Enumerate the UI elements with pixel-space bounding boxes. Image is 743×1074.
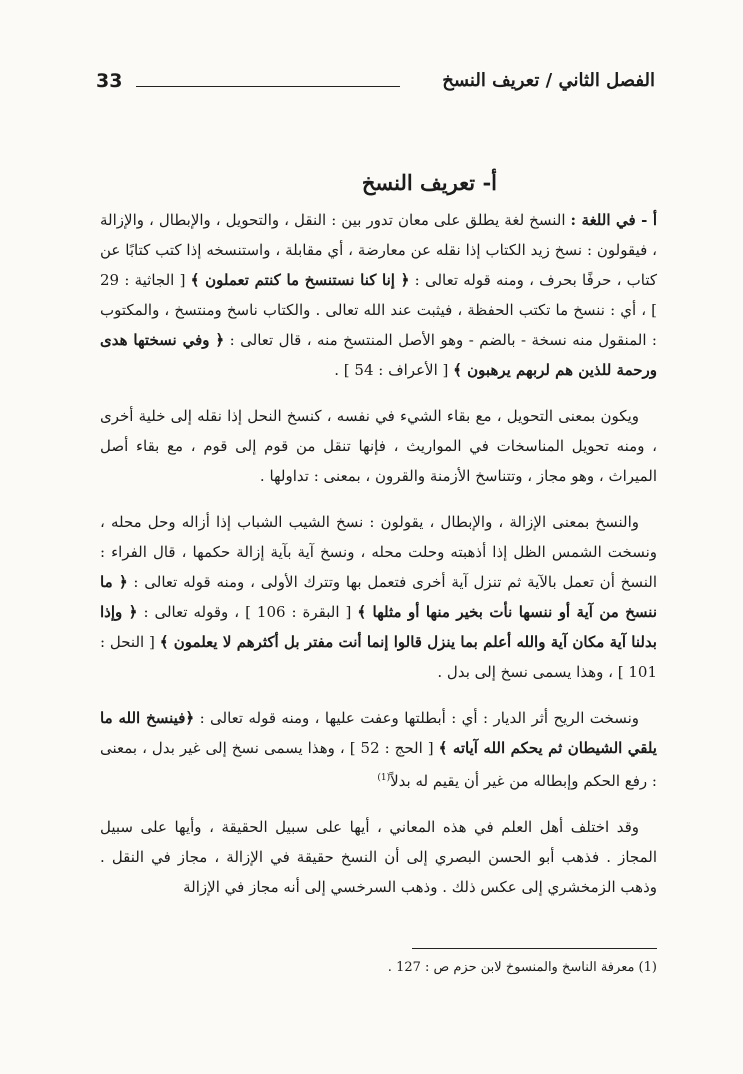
page-number: 33 xyxy=(96,70,123,92)
quran-verse: ﴿ وفي نسختها هدى ورحمة للذين هم لربهم يرهبون ﴾ xyxy=(100,331,657,379)
chapter-title: الفصل الثاني / تعريف النسخ xyxy=(442,70,655,91)
paragraph-text: والنسخ بمعنى الإزالة ، والإبطال ، يقولون : نسخ الشيب الشباب إذا أزاله وحل محله ، ونسخت الشمس الظل إذا أذهبته وحلت محله ، ونسخ آية بآية إزالة حكمها ، قال الفراء : النسخ أن تعمل بالآية ثم تنزل آية أخرى فتعمل بها وتترك الأولى ، ومنه قوله تعالى : xyxy=(100,513,657,591)
paragraph-linguistic-definition xyxy=(100,205,657,385)
paragraph-removal xyxy=(100,507,657,687)
paragraph-text: [ الجاثية : 29 ] ، أي : ننسخ ما تكتب الحفظة ، فيثبت عند الله تعالى . والكتاب ناسخ ومنتسخ ، والمكتوب : المنقول منه نسخة - بالضم - وهو الأصل المنتسخ منه ، قال تعالى : xyxy=(100,271,657,349)
quran-verse: ﴿فينسخ الله ما يلقي الشيطان ثم يحكم الله آياته ﴾ xyxy=(100,709,657,757)
paragraph-scholarly-dispute: وقد اختلف أهل العلم في هذه المعاني ، أيها على سبيل الحقيقة ، وأيها على سبيل المجاز . فذهب أبو الحسن البصري إلى أن النسخ حقيقة في الإزالة ، مجاز في النقل . وذهب الزمخشري إلى عكس ذلك . وذهب السرخسي إلى أنه مجاز في الإزالة xyxy=(100,818,657,896)
quran-verse: ﴿ إنا كنا نستنسخ ما كنتم تعملون ﴾ xyxy=(190,271,410,289)
quran-verse: ﴿ ما ننسخ من آية أو ننسها نأت بخير منها أو مثلها ﴾ xyxy=(100,573,657,621)
paragraph-text: [ الحج : 52 ] ، وهذا يسمى نسخ إلى غير بدل ، بمعنى : رفع الحكم وإبطاله من غير أن يقيم له بدلاً xyxy=(100,739,657,790)
paragraph-abrogation-without-substitute xyxy=(100,703,657,796)
footnote-marker[interactable]: (1) xyxy=(377,773,391,783)
page-header xyxy=(96,70,655,100)
paragraph-text: ونسخت الريح أثر الديار : أي : أبطلتها وعفت عليها ، ومنه قوله تعالى : xyxy=(194,709,639,727)
paragraph-text: [ البقرة : 106 ] ، وقوله تعالى : xyxy=(137,603,358,621)
body-text xyxy=(100,205,657,918)
section-title: أ- تعريف النسخ xyxy=(361,170,497,195)
paragraph-text: النسخ لغة يطلق على معان تدور بين : النقل ، والتحويل ، والإبطال ، والإزالة ، فيقولون : نسخ زيد الكتاب إذا نقله عن معارضة ، أي مقابلة ، واستنسخه إذا كتب كتابًا عن كتاب ، حرفًا بحرف ، ومنه قوله تعالى : xyxy=(100,211,657,289)
paragraph-transformation: ويكون بمعنى التحويل ، مع بقاء الشيء في نفسه ، كنسخ النحل إذا نقله إلى خلية أخرى ، ومنه تحويل المناسخات في المواريث ، فإنها تنقل من قوم إلى قوم ، مع بقاء أصل الميراث ، وهو مجاز ، وتتناسخ الأزمنة والقرون ، بمعنى : تداولها . xyxy=(100,407,657,485)
paragraph-text: [ النحل : 101 ] ، وهذا يسمى نسخ إلى بدل . xyxy=(100,633,657,681)
paragraph-text: [ الأعراف : 54 ] . xyxy=(334,361,454,379)
paragraph-lead: أ - في اللغة : xyxy=(570,211,657,229)
quran-verse: ﴿ وإذا بدلنا آية مكان آية والله أعلم بما ينزل قالوا إنما أنت مفتر بل أكثرهم لا يعلمون ﴾ xyxy=(100,603,657,651)
header-rule xyxy=(136,86,400,87)
footnote-rule xyxy=(412,948,657,949)
footnote: (1) معرفة الناسخ والمنسوخ لابن حزم ص : 127 . xyxy=(387,960,657,975)
